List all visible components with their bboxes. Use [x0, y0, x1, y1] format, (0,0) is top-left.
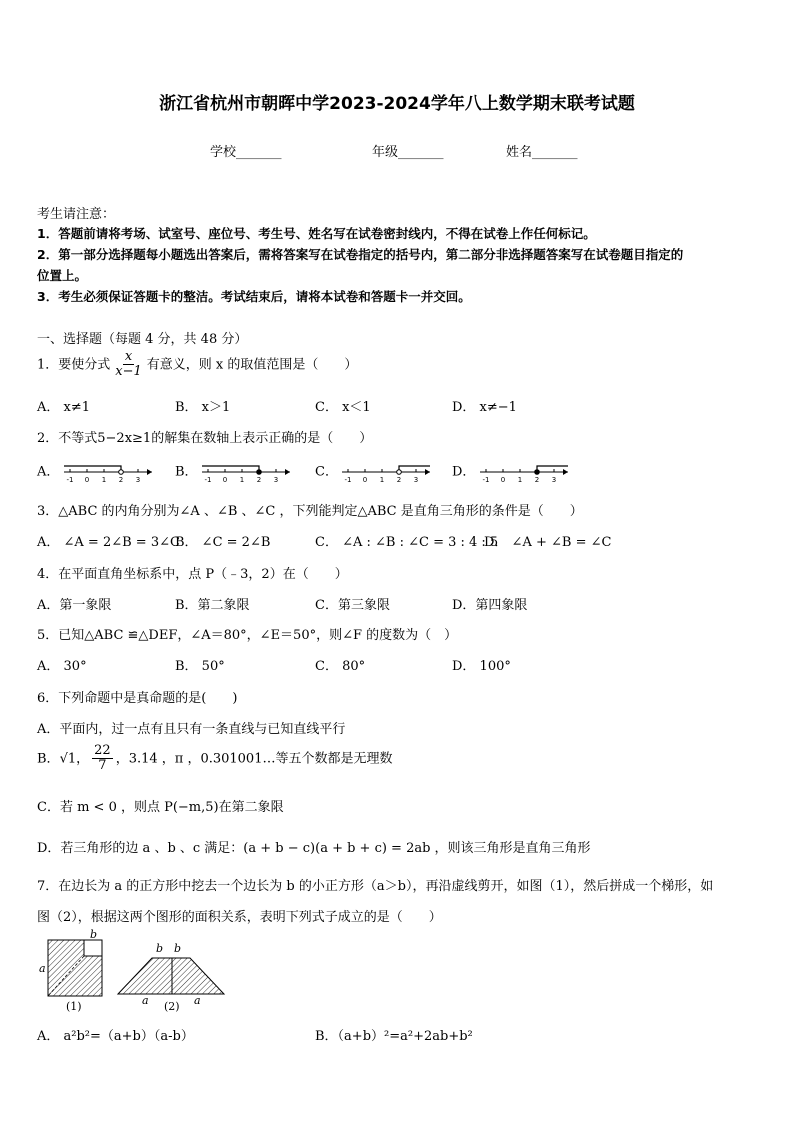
question-7-stem-line2: 图（2），根据这两个图形的面积关系，表明下列式子成立的是（ ） — [37, 910, 442, 925]
number-line-tick-label: 0 — [362, 476, 368, 484]
q4-option-b: B．第二象限 — [175, 598, 250, 613]
q1-option-a: A． x≠1 — [37, 400, 91, 415]
number-line-tick-label: -1 — [66, 476, 74, 484]
q6-b-frac-den: 7 — [98, 758, 107, 774]
q6-option-c: C．若 m < 0 ，则点 P(−m,5)在第二象限 — [37, 800, 284, 815]
q2-option-d — [452, 460, 572, 484]
q5-option-a: A． 30° — [37, 659, 87, 674]
question-7-stem-line1: 7．在边长为 a 的正方形中挖去一个边长为 b 的小正方形（a＞b），再沿虚线剪开，如图（1），然后拼成一个梯形，如 — [37, 879, 714, 894]
number-line-tick-label: 2 — [396, 476, 402, 484]
q4-option-d: D．第四象限 — [452, 598, 528, 613]
q1-pre: 1．要使分式 — [37, 357, 111, 373]
q2-label-d: D． — [452, 464, 476, 480]
q7-option-b: B．（a+b）²=a²+2ab+b² — [315, 1029, 473, 1044]
number-line-endpoint — [534, 470, 539, 475]
number-line-endpoint — [397, 470, 402, 475]
number-line-tick-label: 1 — [379, 476, 385, 484]
q3-option-a: A． ∠A = 2∠B = 3∠C — [37, 535, 180, 550]
question-4-stem: 4．在平面直角坐标系中，点 P（﹣3，2）在（ ） — [37, 567, 348, 582]
q2-label-c: C． — [315, 464, 338, 480]
number-line-endpoint — [256, 470, 261, 475]
q5-option-d: D． 100° — [452, 659, 511, 674]
q2-option-a — [37, 460, 156, 484]
number-line-tick-label: 1 — [239, 476, 244, 484]
number-line-tick-label: 2 — [534, 476, 539, 484]
number-line-solution — [202, 466, 259, 472]
number-line-solution — [64, 466, 121, 472]
notice-heading: 考生请注意： — [37, 207, 116, 222]
q5-option-c: C． 80° — [315, 659, 366, 674]
number-line-tick-label: 3 — [551, 476, 556, 484]
number-line-tick-label: 3 — [135, 476, 140, 484]
fig1-caption: (1) — [66, 1000, 82, 1013]
section-heading: 一、选择题（每题 4 分，共 48 分） — [37, 332, 248, 347]
number-line-b — [202, 460, 294, 484]
question-2-stem: 2．不等式5−2x≥1的解集在数轴上表示正确的是（ ） — [37, 431, 373, 446]
q2-label-b: B． — [175, 464, 198, 480]
fig2-caption: (2) — [164, 1000, 180, 1013]
fig2-right-piece — [172, 958, 224, 994]
number-line-tick-label: 0 — [84, 476, 89, 484]
q1-fraction — [113, 350, 144, 380]
grade-field: 年级_______ — [372, 145, 444, 160]
q2-label-a: A． — [37, 464, 60, 480]
q6-b-fraction — [92, 744, 113, 774]
fig2-label-b1: b — [156, 942, 164, 955]
q1-option-b: B． x＞1 — [175, 400, 231, 415]
q5-option-b: B． 50° — [175, 659, 225, 674]
number-line-arrow — [563, 469, 568, 475]
fig2-left-piece — [118, 958, 172, 994]
number-line-arrow — [147, 469, 152, 475]
number-line-tick-label: 1 — [101, 476, 106, 484]
number-line-c — [342, 460, 434, 484]
q6-option-a: A．平面内，过一点有且只有一条直线与已知直线平行 — [37, 722, 346, 737]
number-line-tick-label: -1 — [204, 476, 212, 484]
number-line-a — [64, 460, 156, 484]
q1-frac-num: x — [124, 349, 133, 364]
q1-frac-den: x−1 — [115, 364, 142, 380]
number-line-arrow — [285, 469, 290, 475]
fig1-cut-square — [84, 940, 102, 956]
fig2-label-a1: a — [142, 994, 149, 1007]
number-line-tick-label: 1 — [517, 476, 522, 484]
school-field: 学校_______ — [210, 145, 282, 160]
number-line-tick-label: 3 — [413, 476, 419, 484]
notice-item: 3．考生必须保证答题卡的整洁。考试结束后，请将本试卷和答题卡一并交回。 — [37, 289, 471, 304]
number-line-tick-label: 2 — [118, 476, 123, 484]
q4-option-a: A．第一象限 — [37, 598, 112, 613]
q7-figures — [36, 928, 236, 1014]
q7-figure-svg — [36, 928, 236, 1014]
q3-option-c: C． ∠A : ∠B : ∠C = 3 : 4 : 5 — [315, 535, 499, 550]
number-line-endpoint — [118, 470, 123, 475]
q4-option-c: C．第三象限 — [315, 598, 390, 613]
fig1-label-a: a — [39, 962, 46, 975]
fig2-label-b2: b — [174, 942, 182, 955]
q6-b-label: B． — [37, 751, 60, 767]
page-title: 浙江省杭州市朝晖中学2023-2024学年八上数学期末联考试题 — [159, 94, 635, 114]
q3-option-d: D． ∠A + ∠B = ∠C — [484, 535, 612, 550]
q1-option-d: D． x≠−1 — [452, 400, 517, 415]
question-6-stem: 6．下列命题中是真命题的是( ) — [37, 691, 238, 706]
q3-option-b: B． ∠C = 2∠B — [175, 535, 271, 550]
number-line-d — [480, 460, 572, 484]
notice-item: 2．第一部分选择题每小题选出答案后，需将答案写在试卷指定的括号内，第二部分非选择题答案写在试卷题目指定的 — [37, 247, 684, 262]
number-line-tick-label: 0 — [500, 476, 505, 484]
q6-b-post: ，3.14 ，π ，0.301001…等五个数都是无理数 — [115, 751, 393, 767]
question-5-stem: 5．已知△ABC ≌△DEF，∠A＝80°，∠E＝50°，则∠F 的度数为（ ） — [37, 628, 458, 643]
question-1-stem — [37, 350, 357, 380]
q2-option-c — [315, 460, 434, 484]
number-line-tick-label: 0 — [222, 476, 227, 484]
q6-option-d: D．若三角形的边 a 、b 、c 满足：(a + b − c)(a + b + c) = 2ab ，则该三角形是直角三角形 — [37, 841, 591, 856]
name-field: 姓名_______ — [506, 145, 578, 160]
notice-item: 1．答题前请将考场、试室号、座位号、考生号、姓名写在试卷密封线内，不得在试卷上作任何标记。 — [37, 226, 596, 241]
q1-option-c: C． x＜1 — [315, 400, 371, 415]
fig1-label-b: b — [90, 928, 98, 941]
number-line-tick-label: -1 — [344, 476, 352, 484]
q7-option-a: A． a²b²=（a+b）（a-b） — [37, 1029, 194, 1044]
q6-option-b: B．√1， $\frac{22}{7}$ ，3.14 ，π ，0.301001…等五个数都是无理数 — [37, 743, 393, 774]
number-line-arrow — [425, 469, 430, 475]
q1-post: 有意义，则 x 的取值范围是（ ） — [146, 357, 358, 373]
fig2-label-a2: a — [194, 994, 201, 1007]
q6-b-frac-num: 22 — [94, 743, 111, 758]
notice-item: 位置上。 — [37, 268, 88, 283]
q6-b-sqrt: √1 — [59, 751, 77, 767]
question-3-stem: 3．△ABC 的内角分别为∠A 、∠B 、∠C ，下列能判定△ABC 是直角三角形的条件是（ ） — [37, 504, 583, 519]
number-line-tick-label: 3 — [273, 476, 278, 484]
number-line-tick-label: 2 — [256, 476, 261, 484]
number-line-tick-label: -1 — [482, 476, 490, 484]
q2-option-b — [175, 460, 294, 484]
